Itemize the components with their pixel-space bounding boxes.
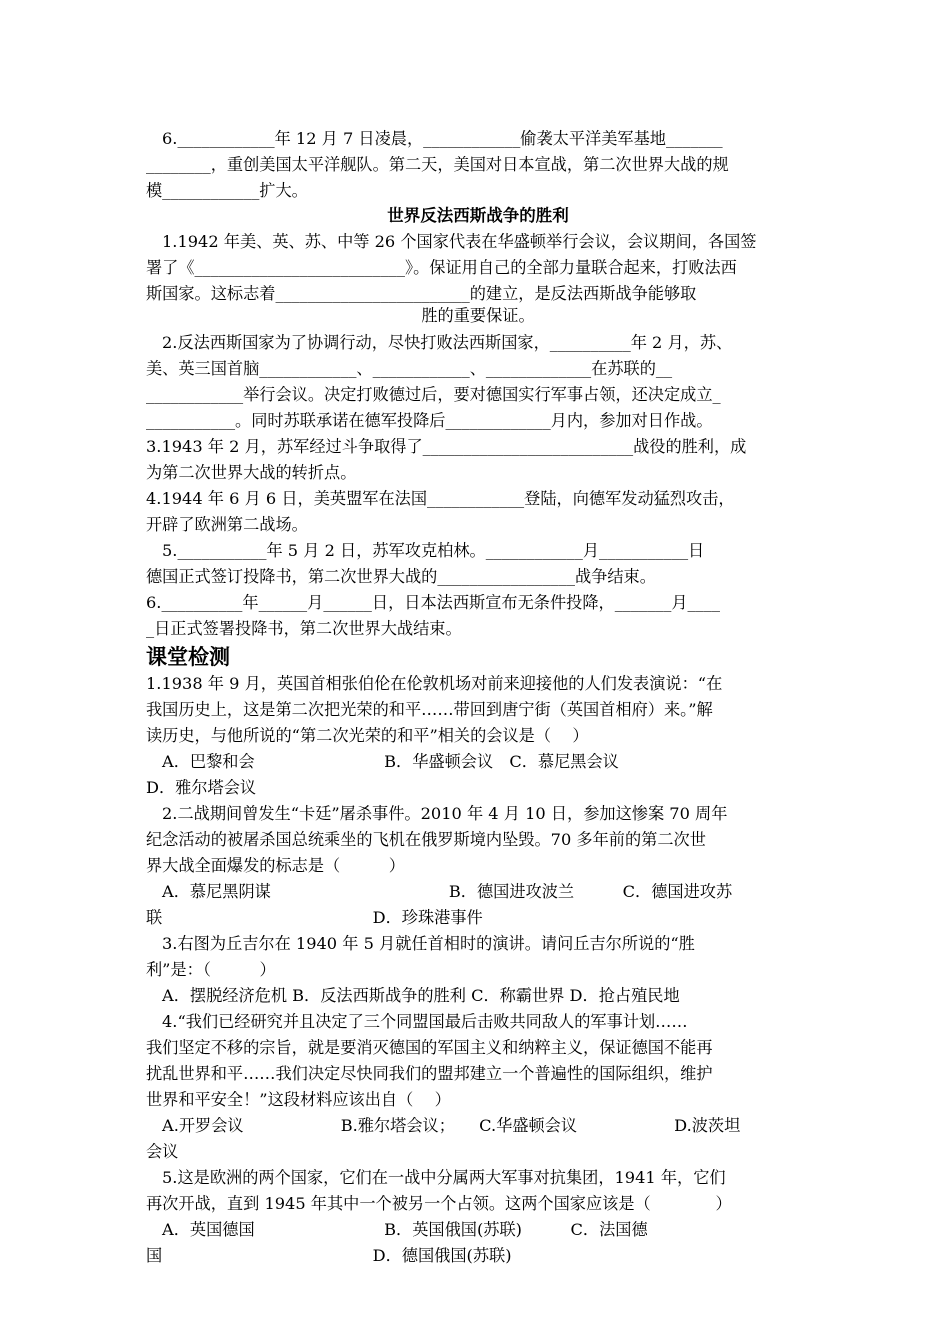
- check-line-13: A．摆脱经济危机 B．反法西斯战争的胜利 C．称霸世界 D．抢占殖民地: [162, 986, 680, 1005]
- check-line-20: 5.这是欧洲的两个国家，它们在一战中分属两大军事对抗集团，1941 年，它们: [162, 1168, 726, 1187]
- check-line-22: A．英国德国 B．英国俄国(苏联) C．法国德: [162, 1220, 648, 1239]
- victory-line-16: _日正式签署投降书，第二次世界大战结束。: [146, 619, 462, 638]
- section-title-victory: 世界反法西斯战争的胜利: [387, 206, 569, 225]
- victory-line-4: 胜的重要保证。: [421, 306, 535, 325]
- check-line-8: 界大战全面爆发的标志是（ ）: [146, 856, 405, 875]
- q6-line-3: 模____________扩大。: [146, 181, 308, 200]
- victory-line-1: 1.1942 年美、英、苏、中等 26 个国家代表在华盛顿举行会议，会议期间，各国签: [162, 232, 757, 251]
- check-line-21: 再次开战，直到 1945 年其中一个被另一个占领。这两个国家应该是（ ）: [146, 1194, 732, 1213]
- check-line-23: 国 D．德国俄国(苏联): [146, 1246, 512, 1265]
- check-line-16: 扰乱世界和平……我们决定尽快同我们的盟邦建立一个普遍性的国际组织，维护: [146, 1064, 713, 1083]
- victory-line-5: 2.反法西斯国家为了协调行动，尽快打败法西斯国家，__________年 2 月，苏、: [162, 333, 733, 352]
- check-line-18: A.开罗会议 B.雅尔塔会议； C.华盛顿会议 D.波茨坦: [162, 1116, 741, 1135]
- victory-line-9: 3.1943 年 2 月，苏军经过斗争取得了__________________________战役的胜利，成: [146, 437, 747, 456]
- check-line-3: 读历史，与他所说的“第二次光荣的和平”相关的会议是（ ）: [146, 726, 589, 745]
- check-line-19: 会议: [146, 1142, 179, 1161]
- check-line-4: A．巴黎和会 B．华盛顿会议 C．慕尼黑会议: [162, 752, 619, 771]
- check-line-5: D．雅尔塔会议: [146, 778, 257, 797]
- victory-line-13: 5.___________年 5 月 2 日，苏军攻克柏林。____________月___________日: [162, 541, 705, 560]
- victory-line-15: 6.__________年______月______日，日本法西斯宣布无条件投降，_______月____: [146, 593, 720, 612]
- victory-line-7: ____________举行会议。决定打败德过后，要对德国实行军事占领，还决定成立_: [146, 385, 721, 404]
- victory-line-10: 为第二次世界大战的转折点。: [146, 463, 357, 482]
- check-line-2: 我国历史上，这是第二次把光荣的和平……带回到唐宁街（英国首相府）来。”解: [146, 700, 713, 719]
- q6-line-2: ________，重创美国太平洋舰队。第二天，美国对日本宣战，第二次世界大战的规: [146, 155, 729, 174]
- victory-line-6: 美、英三国首脑____________、____________、_____________在苏联的__: [146, 359, 673, 378]
- victory-line-3: 斯国家。这标志着________________________的建立，是反法西斯战争能够取: [146, 284, 697, 303]
- victory-line-12: 开辟了欧洲第二战场。: [146, 515, 308, 534]
- q6-line-1: 6.____________年 12 月 7 日凌晨，____________偷袭太平洋美军基地_______: [162, 129, 723, 148]
- victory-line-14: 德国正式签订投降书，第二次世界大战的_________________战争结束。: [146, 567, 656, 586]
- check-line-10: 联 D．珍珠港事件: [146, 908, 483, 927]
- check-line-6: 2.二战期间曾发生“卡廷”屠杀事件。2010 年 4 月 10 日，参加这惨案 70 周年: [162, 804, 728, 823]
- check-line-9: A．慕尼黑阴谋 B．德国进攻波兰 C．德国进攻苏: [162, 882, 733, 901]
- victory-line-11: 4.1944 年 6 月 6 日，美英盟军在法国____________登陆，向德军发动猛烈攻击，: [146, 489, 735, 508]
- check-line-17: 世界和平安全！”这段材料应该出自（ ）: [146, 1090, 451, 1109]
- check-line-1: 1.1938 年 9 月，英国首相张伯伦在伦敦机场对前来迎接他的人们发表演说：“在: [146, 674, 723, 693]
- check-line-14: 4.“我们已经研究并且决定了三个同盟国最后击败共同敌人的军事计划……: [162, 1012, 688, 1031]
- victory-line-8: ___________。同时苏联承诺在德军投降后_____________月内，参加对日作战。: [146, 411, 713, 430]
- check-line-15: 我们坚定不移的宗旨，就是要消灭德国的军国主义和纳粹主义，保证德国不能再: [146, 1038, 713, 1057]
- check-line-11: 3.右图为丘吉尔在 1940 年 5 月就任首相时的演讲。请问丘吉尔所说的“胜: [162, 934, 695, 953]
- check-line-7: 纪念活动的被屠杀国总统乘坐的飞机在俄罗斯境内坠毁。70 多年前的第二次世: [146, 830, 706, 849]
- section-heading-check: 课堂检测: [146, 644, 230, 669]
- check-line-12: 利”是：（ ）: [146, 960, 276, 979]
- victory-line-2: 署了《__________________________》。保证用自己的全部力量联合起来，打败法西: [146, 258, 737, 277]
